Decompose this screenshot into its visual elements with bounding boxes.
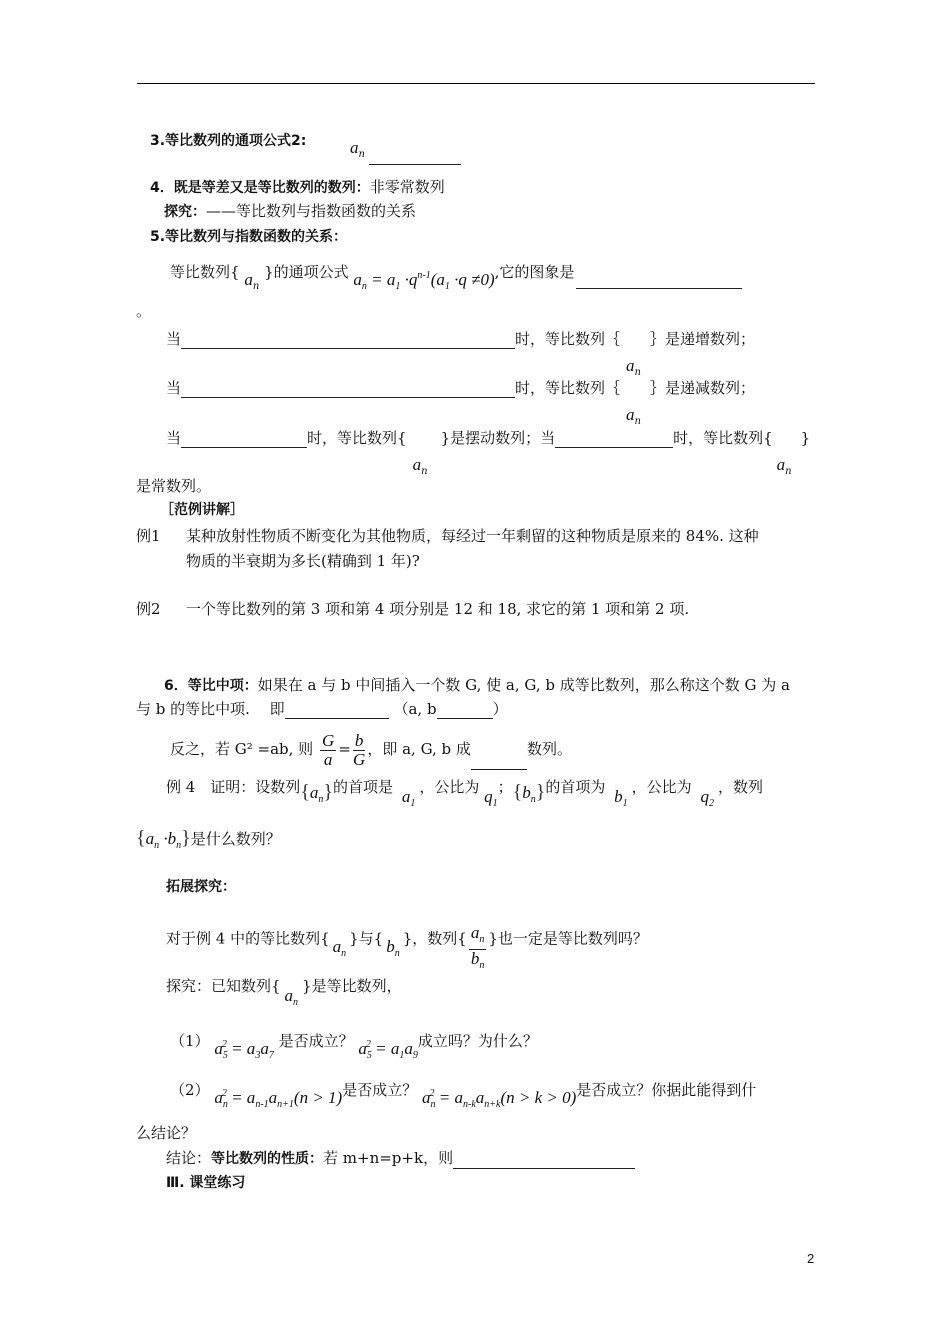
- s5-decreasing: 当 时，等比数列｛ $a_n$ ｝是递减数列；: [166, 375, 755, 398]
- example-4-question: 是什么数列？: [190, 830, 281, 848]
- decreasing-blank: [181, 375, 515, 398]
- conclusion-blank: [453, 1152, 635, 1169]
- example-1-line2: 物质的半衰期为多长(精确到 1 年)?: [186, 552, 420, 570]
- s5-line1-mid: }的通项公式: [264, 263, 349, 281]
- section-6-def: 如果在 a 与 b 中间插入一个数 G, 使 a, G, b 成等比数列，那么称这个数 G 为 a: [257, 676, 790, 694]
- explore-text: ——等比数列与指数函数的关系: [206, 202, 417, 220]
- explore-label: 探究：: [164, 204, 206, 220]
- fraction-b-over-g: $\frac{b}{G}$: [352, 730, 366, 769]
- property-1-label: （1）: [170, 1032, 210, 1050]
- extend-q-pre: 对于例 4 中的等比数列{: [166, 929, 330, 948]
- section-4-title: 4．既是等差又是等比数列的数列：: [150, 180, 370, 196]
- conclusion: [166, 1148, 635, 1169]
- ratio-text: ，公比为: [419, 778, 480, 796]
- ratio-b-text: ，公比为: [631, 778, 692, 796]
- converse-pre: 反之，若 G² =ab, 则: [170, 740, 314, 758]
- s5-oscillating: 当 时，等比数列{ $a_n$ }是摆动数列；当 时，等比数列{ $a_n$ }: [166, 425, 810, 448]
- property-1: （1） $a_5^2 = a_3a_7$ 是否成立？ $a_5^2 = a_1a_9$成立吗？为什么？: [170, 1032, 538, 1061]
- extend-title: 拓展探究：: [166, 879, 236, 895]
- property-2-mid: 是否成立？: [342, 1081, 418, 1099]
- sequence-text: ，数列: [717, 778, 763, 796]
- oscillating-end: }是摆动数列；当: [440, 429, 556, 447]
- conclusion-pre: 结论：: [166, 1149, 212, 1167]
- graph-blank: [576, 272, 742, 289]
- s5-line1: 等比数列{ $a_n$ }的通项公式 $a_n = a_1 \cdot q^{n-1}(a_1 \cdot q \ne 0)$,它的图象是: [170, 258, 742, 289]
- s5-increasing: 当 时，等比数列｛ $a_n$ ｝是递增数列；: [166, 326, 755, 349]
- converse-line: 反之，若 G² =ab, 则 $\frac{G}{a}$ = $\frac{b}{G}$ ，即 a, G, b 成 数列。: [170, 730, 572, 769]
- example-2-text: 一个等比数列的第 3 项和第 4 项分别是 12 和 18, 求它的第 1 项和第 2 项.: [186, 600, 690, 618]
- answer-blank: [369, 148, 461, 165]
- section-5-title: 5.等比数列与指数函数的关系：: [150, 229, 348, 245]
- fraction-an-over-bn: $\frac{a_n}{b_n}$: [470, 923, 485, 971]
- section-6-line1: [164, 675, 790, 696]
- when-label: 当: [166, 330, 182, 348]
- decreasing-text: 时，等比数列｛: [515, 379, 621, 397]
- type-blank: [471, 753, 527, 770]
- extend-q-mid: }与{: [349, 929, 384, 948]
- general-term-formula: $a_n = a_1 \cdot q^{n-1}(a_1 \cdot q \ne 0)$: [353, 270, 495, 292]
- constant-blank: [555, 425, 673, 448]
- extend-explore: 探究：已知数列{ $a_n$}是等比数列，: [166, 977, 402, 1008]
- extend-q-end: }也一定是等比数列吗？: [488, 929, 648, 948]
- s5-line1-pre: 等比数列{: [170, 263, 240, 281]
- s5-line1-post: ,它的图象是: [494, 263, 575, 281]
- period: 。: [136, 302, 152, 320]
- explore-line: [164, 201, 416, 222]
- oscillating-blank: [181, 425, 307, 448]
- increasing-blank: [181, 326, 515, 349]
- page-number: 2: [807, 1251, 815, 1266]
- increasing-end: ｝是递增数列；: [650, 330, 756, 348]
- section-3-title: 3.等比数列的通项公式2:: [150, 133, 307, 149]
- extend-explore-pre: 探究：已知数列{: [166, 977, 281, 995]
- converse-post: ，即 a, G, b 成: [367, 740, 471, 758]
- first-term-b-text: 的首项为: [545, 778, 606, 796]
- example-2-label: 例2: [136, 600, 161, 618]
- fraction-g-over-a: $\frac{G}{a}$: [321, 730, 335, 769]
- section-4: [150, 177, 445, 198]
- constant-end: 是常数列。: [136, 477, 212, 495]
- first-term-text: 的首项是: [333, 778, 394, 796]
- example-1-line1: 某种放射性物质不断变化为其他物质，每经过一年剩留的这种物质是原来的 84%. 这种: [186, 527, 759, 545]
- property-2-end: 是否成立？你据此能得到什: [576, 1081, 757, 1099]
- property-2-wrap: 么结论？: [136, 1124, 197, 1142]
- conclusion-text: 若 m+n=p+k，则: [323, 1149, 454, 1167]
- converse-end: 数列。: [526, 740, 572, 758]
- property-2: （2） $a_n^2 = a_{n-1}a_{n+1}(n > 1)$是否成立？ $a_n^2 = a_{n-k}a_{n+k}(n > k > 0)$是否成立？你据此能得到什: [170, 1081, 757, 1110]
- formula-an: $a_n$: [350, 138, 461, 165]
- increasing-text: 时，等比数列｛: [515, 330, 621, 348]
- constant-brace: }: [800, 429, 811, 447]
- when-label: 当: [166, 379, 182, 397]
- section-iii-title: Ⅲ. 课堂练习: [166, 1175, 246, 1191]
- extend-q-mid2: }，数列{: [402, 929, 467, 948]
- condition-blank: [437, 702, 493, 719]
- extend-explore-end: }是等比数列，: [302, 977, 402, 995]
- property-2-label: （2）: [170, 1081, 210, 1099]
- section-4-answer: 非零常数列: [369, 178, 445, 196]
- example-4-line1: 例 4 证明：设数列$\{a_n\}$的首项是 $a_1$，公比为 $q_1$；$\{b_n\}$的首项为 $b_1$，公比为 $q_2$，数列: [166, 778, 763, 809]
- examples-header: ［范例讲解］: [160, 502, 244, 518]
- oscillating-text: 时，等比数列{: [307, 429, 407, 447]
- when-label: 当: [166, 429, 182, 447]
- constant-text: 时，等比数列{: [673, 429, 773, 447]
- paren-close: ）: [492, 700, 508, 718]
- section-6-title: 6．等比中项：: [164, 678, 258, 694]
- decreasing-end: ｝是递减数列；: [650, 379, 756, 397]
- property-1-end: 成立吗？为什么？: [417, 1032, 538, 1050]
- header-rule: [137, 83, 815, 84]
- geometric-mean-blank: [285, 702, 389, 719]
- section-6-line2: [136, 699, 508, 719]
- paren-open: （a, b: [393, 700, 437, 718]
- example-4-line2: $\{a_n \cdot b_n\}$是什么数列？: [136, 827, 281, 851]
- semicolon: ；: [497, 778, 513, 796]
- example-4-label: 例 4 证明：设数列: [166, 778, 301, 796]
- extend-question: 对于例 4 中的等比数列{ $a_n$}与{ $b_n$}，数列{ $\frac{a_n}{b_n}$ }也一定是等比数列吗？: [166, 914, 648, 965]
- conclusion-bold: 等比数列的性质：: [211, 1151, 324, 1167]
- property-1-mid: 是否成立？: [278, 1032, 354, 1050]
- geometric-mean-pre: 与 b 的等比中项. 即: [136, 700, 285, 718]
- example-1-label: 例1: [136, 527, 161, 545]
